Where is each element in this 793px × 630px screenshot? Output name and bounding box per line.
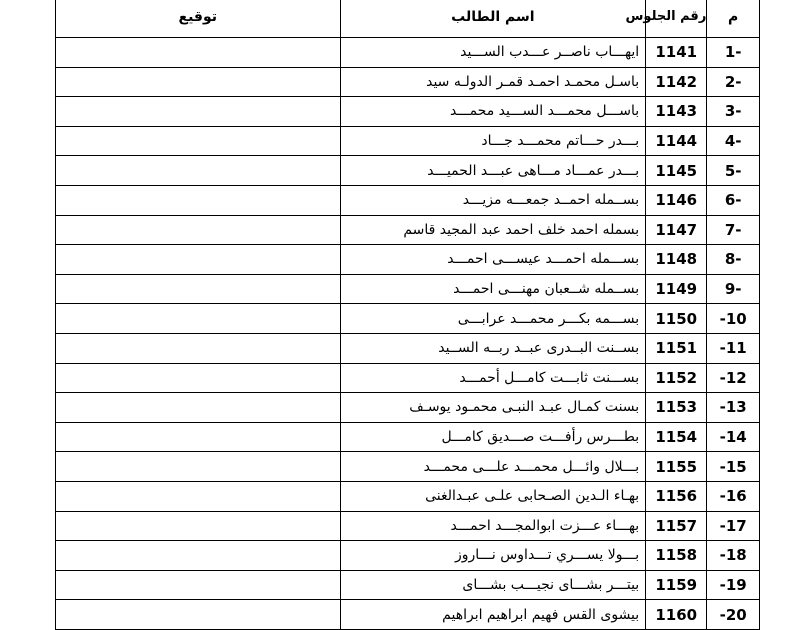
signature-cell[interactable] <box>56 511 341 541</box>
seat-number: 1142 <box>646 67 707 97</box>
attendance-sheet <box>55 0 760 624</box>
row-number: 5- <box>707 156 760 186</box>
seat-number: 1153 <box>646 393 707 423</box>
student-name: بطـــرس رأفـــت صـــديق كامـــل <box>340 422 646 452</box>
signature-cell[interactable] <box>56 97 341 127</box>
table-row <box>56 156 760 186</box>
table-row <box>56 481 760 511</box>
row-number: -18 <box>707 541 760 571</box>
signature-cell[interactable] <box>56 541 341 571</box>
row-number: 1- <box>707 38 760 68</box>
seat-number: 1148 <box>646 245 707 275</box>
signature-cell[interactable] <box>56 215 341 245</box>
seat-number: 1158 <box>646 541 707 571</box>
students-table <box>55 0 760 630</box>
signature-cell[interactable] <box>56 156 341 186</box>
signature-cell[interactable] <box>56 126 341 156</box>
table-row <box>56 185 760 215</box>
signature-cell[interactable] <box>56 333 341 363</box>
student-name: بسمله احمد خلف احمد عبد المجيد قاسم <box>340 215 646 245</box>
seat-number: 1147 <box>646 215 707 245</box>
header-seat-number: رقم الجلوس <box>646 0 707 38</box>
signature-cell[interactable] <box>56 452 341 482</box>
student-name: بســمله شــعبان مهنـــى احمـــد <box>340 274 646 304</box>
row-number: -14 <box>707 422 760 452</box>
signature-cell[interactable] <box>56 67 341 97</box>
row-number: -19 <box>707 570 760 600</box>
signature-cell[interactable] <box>56 481 341 511</box>
row-number: -13 <box>707 393 760 423</box>
table-row <box>56 422 760 452</box>
signature-cell[interactable] <box>56 393 341 423</box>
signature-cell[interactable] <box>56 245 341 275</box>
row-number: 7- <box>707 215 760 245</box>
header-number: م <box>707 0 760 38</box>
table-row <box>56 363 760 393</box>
student-name: بيتـــر بشـــاى نجيـــب بشـــاى <box>340 570 646 600</box>
seat-number: 1146 <box>646 185 707 215</box>
row-number: 9- <box>707 274 760 304</box>
signature-cell[interactable] <box>56 422 341 452</box>
table-row <box>56 97 760 127</box>
row-number: 2- <box>707 67 760 97</box>
table-row <box>56 511 760 541</box>
student-name: بـــلال وائـــل محمـــد علـــى محمـــد <box>340 452 646 482</box>
student-name: بســمله احمــد جمعـــه مزيـــد <box>340 185 646 215</box>
table-row <box>56 215 760 245</box>
signature-cell[interactable] <box>56 600 341 630</box>
student-name: بهـــاء عـــزت ابوالمجـــد احمـــد <box>340 511 646 541</box>
seat-number: 1154 <box>646 422 707 452</box>
seat-number: 1152 <box>646 363 707 393</box>
student-name: بـــدر عمـــاد مـــاهى عبـــد الحميـــد <box>340 156 646 186</box>
seat-number: 1157 <box>646 511 707 541</box>
header-student-name: اسم الطالب <box>340 0 646 38</box>
row-number: -10 <box>707 304 760 334</box>
table-row <box>56 600 760 630</box>
table-row <box>56 393 760 423</box>
table-row <box>56 245 760 275</box>
row-number: -11 <box>707 333 760 363</box>
signature-cell[interactable] <box>56 185 341 215</box>
signature-cell[interactable] <box>56 570 341 600</box>
student-name: باسـل محمـد احمـد قمـر الدولـه سيد <box>340 67 646 97</box>
row-number: 6- <box>707 185 760 215</box>
seat-number: 1156 <box>646 481 707 511</box>
student-name: بســـمله احمـــد عيســـى احمـــد <box>340 245 646 275</box>
row-number: -12 <box>707 363 760 393</box>
row-number: 8- <box>707 245 760 275</box>
student-name: بســنت البــدرى عبــد ربــه الســيد <box>340 333 646 363</box>
table-row <box>56 570 760 600</box>
signature-cell[interactable] <box>56 274 341 304</box>
student-name: بيشوى القس فهيم ابراهيم ابراهيم <box>340 600 646 630</box>
row-number: -16 <box>707 481 760 511</box>
seat-number: 1144 <box>646 126 707 156</box>
table-row <box>56 67 760 97</box>
row-number: -17 <box>707 511 760 541</box>
seat-number: 1159 <box>646 570 707 600</box>
row-number: -15 <box>707 452 760 482</box>
student-name: بـــدر حـــاتم محمـــد جـــاد <box>340 126 646 156</box>
signature-cell[interactable] <box>56 304 341 334</box>
row-number: 3- <box>707 97 760 127</box>
row-number: 4- <box>707 126 760 156</box>
seat-number: 1141 <box>646 38 707 68</box>
seat-number: 1160 <box>646 600 707 630</box>
table-row <box>56 274 760 304</box>
student-name: بســـنت ثابـــت كامـــل أحمـــد <box>340 363 646 393</box>
student-name: باســـل محمـــد الســـيد محمـــد <box>340 97 646 127</box>
signature-cell[interactable] <box>56 38 341 68</box>
seat-number: 1155 <box>646 452 707 482</box>
table-row <box>56 333 760 363</box>
student-name: بســـمه بكـــر محمـــد عرابـــى <box>340 304 646 334</box>
seat-number: 1143 <box>646 97 707 127</box>
seat-number: 1150 <box>646 304 707 334</box>
table-row <box>56 126 760 156</box>
seat-number: 1151 <box>646 333 707 363</box>
table-body <box>56 38 760 630</box>
signature-cell[interactable] <box>56 363 341 393</box>
seat-number: 1149 <box>646 274 707 304</box>
seat-number: 1145 <box>646 156 707 186</box>
student-name: بهـاء الـدين الصـحابى علـى عبـدالغنى <box>340 481 646 511</box>
table-row <box>56 38 760 68</box>
row-number: -20 <box>707 600 760 630</box>
header-signature: توقيع <box>56 0 341 38</box>
student-name: بـــولا يســـري تـــداوس نـــاروز <box>340 541 646 571</box>
student-name: بسنت كمـال عبـد النبـى محمـود يوسـف <box>340 393 646 423</box>
table-row <box>56 452 760 482</box>
table-row <box>56 304 760 334</box>
header-row <box>56 0 760 38</box>
student-name: ايهـــاب ناصــر عـــدب الســـيد <box>340 38 646 68</box>
table-row <box>56 541 760 571</box>
